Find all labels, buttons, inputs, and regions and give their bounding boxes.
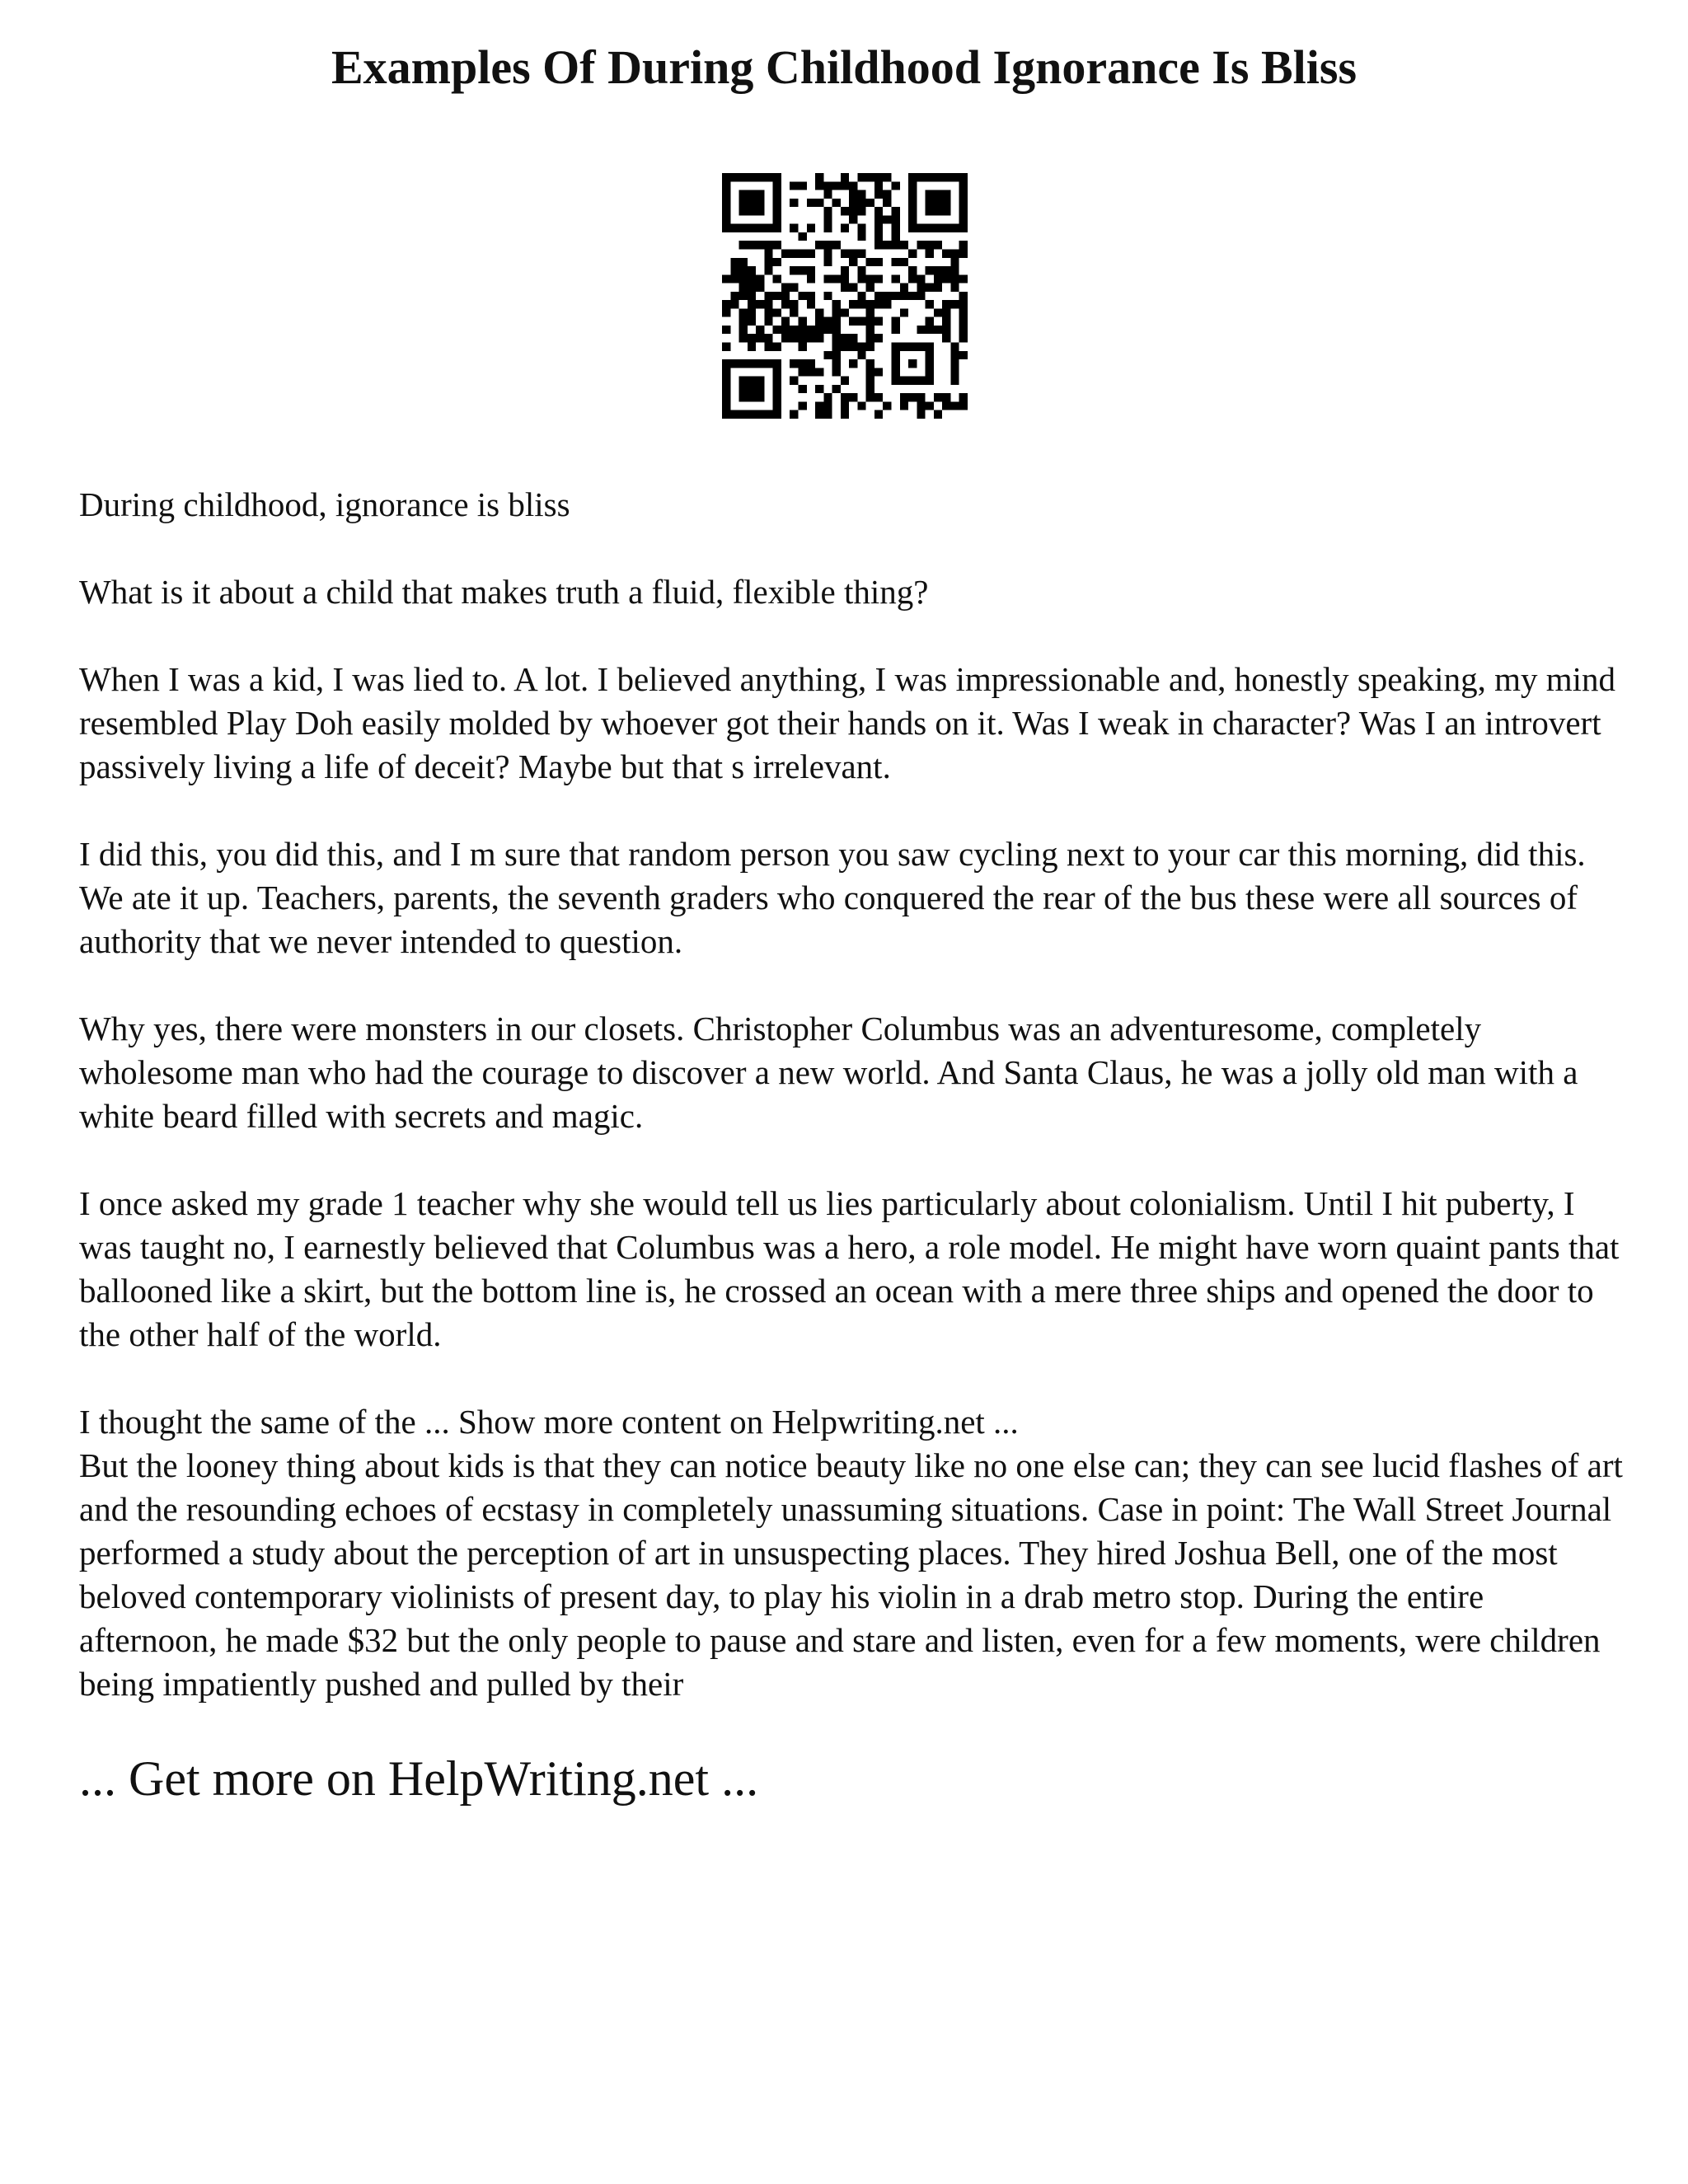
- page-title: Examples Of During Childhood Ignorance Is Bliss: [331, 40, 1357, 94]
- show-more-link[interactable]: I thought the same of the ... Show more content on Helpwriting.net ...: [79, 1403, 1019, 1441]
- paragraph: I did this, you did this, and I m sure that random person you saw cycling next to your car this morning, did this. We ate it up. Teachers, parents, the seventh graders who conquered the rear of the bus these were all sources of authority that we never intended to question.: [79, 835, 1586, 960]
- paragraph: I once asked my grade 1 teacher why she would tell us lies particularly about colonialism. Until I hit puberty, I was taught no, I earnestly believed that Columbus was a hero, a role model. He might have worn quaint pants that ballooned like a skirt, but the bottom line is, he crossed an ocean with a mere three ships and opened the door to the other half of the world.: [79, 1184, 1620, 1353]
- qr-code-icon: [722, 173, 968, 419]
- paragraph: What is it about a child that makes truth a fluid, flexible thing?: [79, 573, 929, 611]
- article-body: [79, 483, 1629, 1750]
- paragraph: When I was a kid, I was lied to. A lot. I believed anything, I was impressionable and, honestly speaking, my mind resembled Play Doh easily molded by whoever got their hands on it. Was I weak in character? Was I an introvert passively living a life of deceit? Maybe but that s irrelevant.: [79, 660, 1615, 785]
- get-more-link[interactable]: ... Get more on HelpWriting.net ...: [79, 1751, 759, 1806]
- paragraph-heading: During childhood, ignorance is bliss: [79, 485, 570, 523]
- paragraph: Why yes, there were monsters in our closets. Christopher Columbus was an adventuresome, completely wholesome man who had the courage to discover a new world. And Santa Claus, he was a jolly old man with a white beard filled with secrets and magic.: [79, 1010, 1578, 1135]
- paragraph: But the looney thing about kids is that they can notice beauty like no one else can; they can see lucid flashes of art and the resounding echoes of ecstasy in completely unassuming situations. Case in point: The Wall Street Journal performed a study about the perception of art in unsuspecting places. They hired Joshua Bell, one of the most beloved contemporary violinists of present day, to play his violin in a drab metro stop. During the entire afternoon, he made $32 but the only people to pause and stare and listen, even for a few moments, were children being impatiently pushed and pulled by their: [79, 1446, 1623, 1703]
